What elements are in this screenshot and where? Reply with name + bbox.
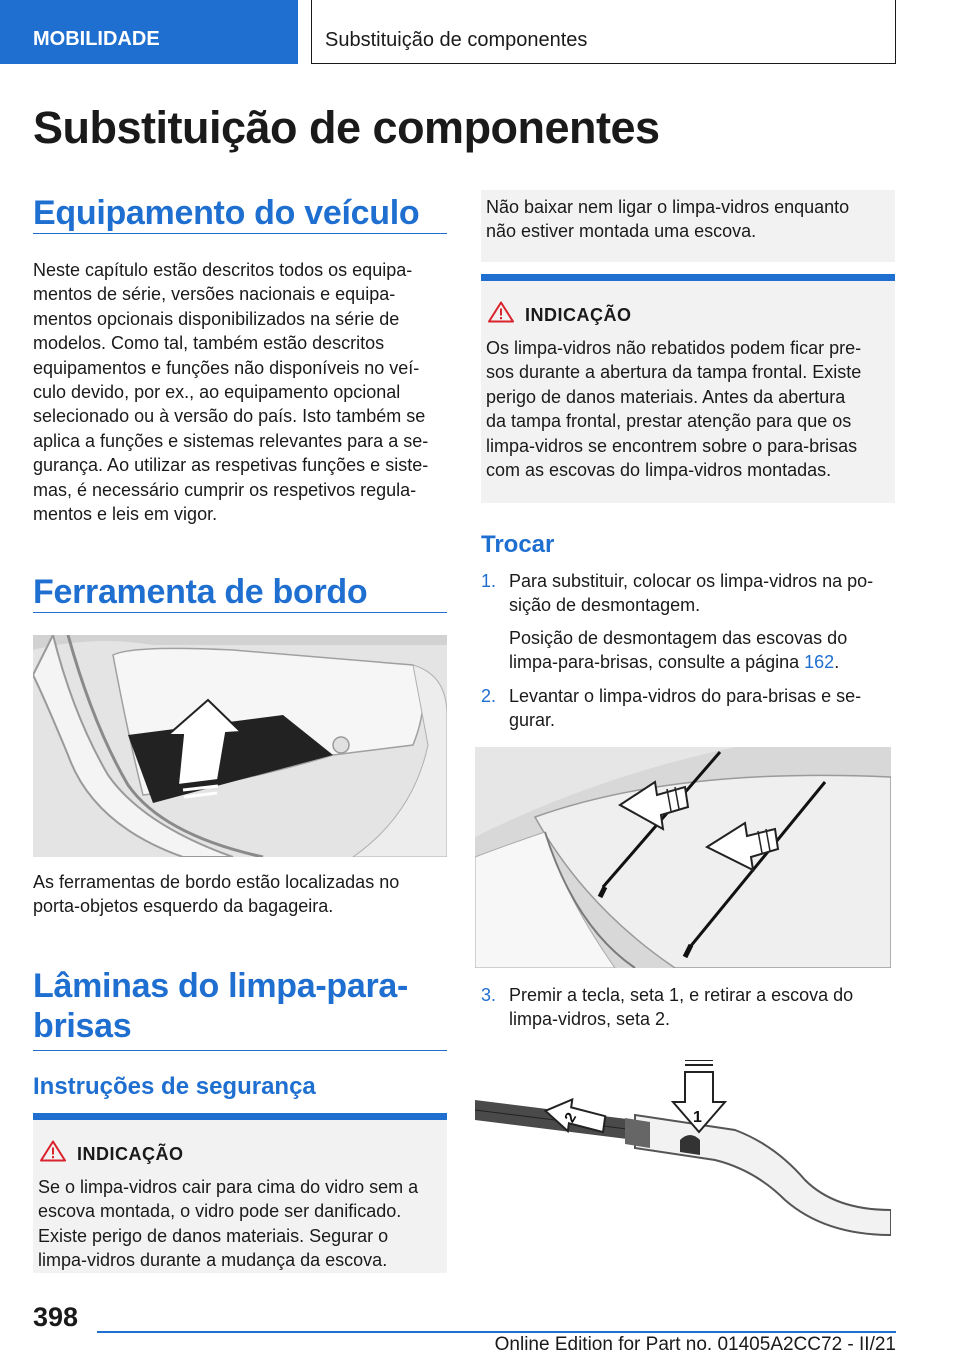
header-chapter-label: Substituição de componentes [325, 29, 588, 51]
text-line: limpa-vidros, seta 2. [509, 1009, 671, 1030]
text-line: da tampa frontal, prestar atenção para que os [486, 411, 852, 432]
text-line: modelos. Como tal, também estão descritos [33, 333, 385, 354]
text-line: Se o limpa-vidros cair para cima do vidro sem a [38, 1177, 419, 1197]
note-box-2 [481, 281, 895, 503]
text-line: Existe perigo de danos materiais. Segurar o [38, 1225, 389, 1246]
text-line: Os limpa-vidros não rebatidos podem ficar pre‐ [486, 338, 862, 358]
arrow-1-label: 1 [693, 1109, 702, 1126]
step-number: 3. [481, 985, 497, 1005]
note-text [38, 1175, 450, 1273]
warning-icon [40, 1140, 66, 1162]
warning-icon [488, 301, 514, 323]
page-title: Substituição de componentes [33, 102, 660, 153]
note-text [486, 195, 898, 244]
text-line: mentos e leis em vigor. [33, 504, 218, 525]
step-number: 2. [481, 686, 497, 706]
wiper-raised-illustration [475, 747, 891, 968]
text-line: mentos opcionais disponibilizados na série de [33, 308, 400, 329]
heading-equipamento: Equipamento do veículo [33, 193, 447, 234]
text-line: Para substituir, colocar os limpa-vidros na po‐ [509, 571, 874, 591]
heading-trocar: Trocar [481, 531, 555, 558]
text-line [509, 650, 899, 674]
text-line: porta-objetos esquerdo da bagageira. [33, 896, 334, 917]
page-link[interactable]: 162 [804, 652, 835, 673]
text-line: aplica a funções e sistemas relevantes para a se‐ [33, 430, 429, 451]
text-line: Premir a tecla, seta 1, e retirar a escova do [509, 985, 854, 1005]
text-line: Levantar o limpa-vidros do para-brisas e se‐ [509, 686, 862, 706]
blade-release-figure [475, 1060, 891, 1275]
caption-ferramenta [33, 870, 453, 919]
paragraph-equipamento [33, 258, 453, 526]
text-line: gurar. [509, 710, 556, 731]
page-number: 398 [33, 1302, 79, 1332]
footer-edition: Online Edition for Part no. 01405A2CC72 - II/21 [494, 1334, 896, 1355]
text-line: selecionado ou à versão do país. Isto também se [33, 406, 426, 427]
text-line: mas, é necessário cumprir os respetivos regula‐ [33, 479, 417, 500]
text-line: sição de desmontagem. [509, 595, 701, 616]
text-line: não estiver montada uma escova. [486, 221, 757, 242]
text-fragment: . [834, 652, 840, 673]
text-line: escova montada, o vidro pode ser danificado. [38, 1201, 402, 1222]
heading-line: brisas [33, 1007, 132, 1045]
text-line: Não baixar nem ligar o limpa-vidros enquanto [486, 197, 850, 217]
note-text [486, 336, 898, 482]
text-fragment: limpa-para-brisas, consulte a página [509, 652, 805, 673]
heading-ferramenta: Ferramenta de bordo [33, 572, 447, 613]
note-label: INDICAÇÃO [77, 1144, 184, 1164]
heading-line: Lâminas do limpa-para- [33, 967, 409, 1005]
trunk-storage-figure [33, 635, 447, 857]
text-line: Posição de desmontagem das escovas do [509, 627, 848, 648]
blade-release-illustration [475, 1060, 891, 1275]
text-line: gurança. Ao utilizar as respetivas funções e siste‐ [33, 455, 429, 476]
text-line: sos durante a abertura da tampa frontal. Existe [486, 362, 862, 383]
text-line: Neste capítulo estão descritos todos os equipa‐ [33, 260, 413, 280]
wiper-raised-figure [475, 747, 891, 968]
text-line: limpa-vidros durante a mudança da escova. [38, 1250, 388, 1271]
header-section-label: MOBILIDADE [33, 28, 160, 50]
arrow-2-label: 2 [561, 1109, 581, 1126]
note-label: INDICAÇÃO [525, 305, 632, 325]
note-bar [33, 1113, 447, 1120]
text-line: equipamentos e funções não disponíveis no veí‐ [33, 357, 420, 378]
header-section-tab [0, 0, 298, 64]
text-line: limpa-vidros se encontrem sobre o para-brisas [486, 435, 858, 456]
text-line: culo devido, por ex., ao equipamento opcional [33, 382, 401, 403]
step-text [509, 684, 899, 733]
step-number: 1. [481, 571, 497, 591]
header-chapter-box [311, 0, 896, 64]
text-line: mentos de série, versões nacionais e equipa‐ [33, 284, 396, 305]
trunk-storage-illustration [33, 635, 447, 857]
subheading-seguranca: Instruções de segurança [33, 1073, 316, 1100]
step-text [509, 569, 899, 675]
note-box-1-continued [481, 190, 895, 262]
text-line: perigo de danos materiais. Antes da abertura [486, 386, 846, 407]
step-text [509, 983, 899, 1032]
text-line: As ferramentas de bordo estão localizadas no [33, 872, 400, 892]
heading-laminas [33, 966, 447, 1051]
note-box-1 [33, 1120, 447, 1273]
footer-divider [97, 1331, 896, 1333]
text-line: com as escovas do limpa-vidros montadas. [486, 460, 832, 481]
note-bar [481, 274, 895, 281]
